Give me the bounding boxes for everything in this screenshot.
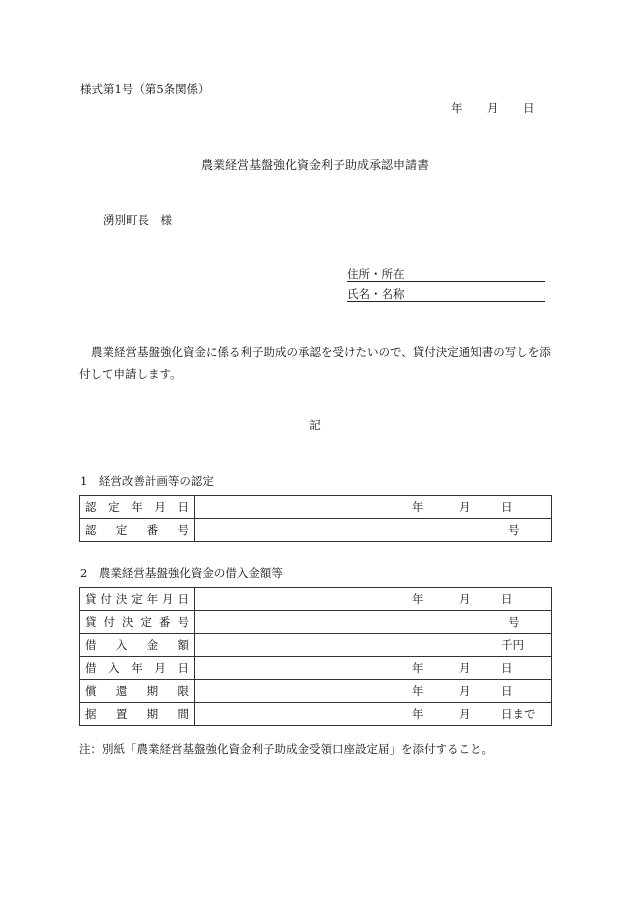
unit-label: 月	[459, 500, 471, 514]
form-row-value[interactable]	[195, 680, 552, 703]
form-row	[80, 496, 552, 519]
form-row-label	[80, 657, 195, 680]
section2-heading: 2 農業経営基盤強化資金の借入金額等	[80, 566, 283, 580]
document-title: 農業経営基盤強化資金利子助成承認申請書	[200, 158, 429, 172]
form-row-label	[80, 519, 195, 542]
date-month-unit: 月	[487, 101, 499, 115]
label-char: 決	[122, 615, 134, 629]
label-char: 定	[115, 523, 128, 537]
form-row-label	[80, 703, 195, 726]
label-char: 年	[131, 500, 143, 514]
label-char: 月	[154, 500, 166, 514]
label-char: 限	[177, 684, 189, 698]
unit-label: 月	[459, 592, 471, 606]
label-char: 番	[146, 523, 159, 537]
unit-label: 年	[412, 500, 424, 514]
label-char: 付	[100, 592, 112, 606]
label-char: 定	[140, 615, 152, 629]
label-char: 入	[108, 661, 120, 675]
label-char: 日	[177, 500, 189, 514]
form-row	[80, 634, 552, 657]
form-row	[80, 588, 552, 611]
label-char: 金	[146, 638, 159, 652]
unit-label: 月	[459, 684, 471, 698]
label-char: 据	[85, 707, 97, 721]
body-text: 農業経営基盤強化資金に係る利子助成の承認を受けたいので、貸付決定通知書の写しを添付して申請します。	[79, 345, 551, 381]
form-row-value[interactable]	[195, 703, 552, 726]
form-row-value[interactable]	[195, 496, 552, 519]
label-char: 入	[115, 638, 128, 652]
date-day-unit: 日	[523, 101, 535, 115]
form-row-label	[80, 634, 195, 657]
unit-label: 年	[412, 684, 424, 698]
address-label: 住所・所在	[347, 267, 405, 281]
form-row	[80, 657, 552, 680]
label-char: 決	[115, 592, 128, 606]
label-char: 月	[162, 592, 174, 606]
unit-label: 日	[501, 500, 513, 514]
label-char: 日	[177, 592, 189, 606]
label-char: 付	[103, 615, 115, 629]
unit-label: 日まで	[501, 707, 536, 721]
label-char: 年	[131, 661, 143, 675]
form-row-value[interactable]	[195, 519, 552, 542]
label-char: 還	[115, 684, 128, 698]
unit-label: 日	[501, 684, 513, 698]
label-char: 償	[85, 684, 97, 698]
form-row-value[interactable]	[195, 611, 552, 634]
form-row-value[interactable]	[195, 657, 552, 680]
form-row-label	[80, 680, 195, 703]
label-char: 定	[131, 592, 143, 606]
ki-heading: 記	[309, 418, 321, 432]
label-char: 期	[146, 707, 159, 721]
label-char: 置	[115, 707, 128, 721]
label-char: 借	[85, 661, 97, 675]
unit-label: 号	[508, 615, 520, 629]
label-char: 貸	[85, 615, 97, 629]
unit-label: 年	[412, 592, 424, 606]
form-row-label	[80, 611, 195, 634]
form-row	[80, 680, 552, 703]
label-char: 日	[177, 661, 189, 675]
name-label: 氏名・名称	[347, 287, 405, 301]
form-row	[80, 611, 552, 634]
date-year-unit: 年	[451, 101, 463, 115]
address-field[interactable]	[347, 266, 545, 282]
note: 注：別紙「農業経営基盤強化資金利子助成金受領口座設定届」を添付すること。	[79, 742, 493, 756]
unit-label: 年	[412, 707, 424, 721]
label-char: 月	[154, 661, 166, 675]
label-char: 号	[177, 523, 189, 537]
label-char: 期	[146, 684, 159, 698]
section1-heading: 1 経営改善計画等の認定	[80, 474, 214, 488]
label-char: 認	[85, 500, 97, 514]
form-row-value[interactable]	[195, 588, 552, 611]
unit-label: 千円	[501, 638, 524, 652]
unit-label: 月	[459, 661, 471, 675]
label-char: 間	[177, 707, 189, 721]
unit-label: 月	[459, 707, 471, 721]
unit-label: 号	[508, 523, 520, 537]
form-row-label	[80, 496, 195, 519]
form-number: 様式第1号（第5条関係）	[80, 82, 210, 96]
unit-label: 日	[501, 592, 513, 606]
label-char: 定	[108, 500, 120, 514]
section1-table	[79, 495, 552, 542]
section2-table	[79, 587, 552, 726]
label-char: 番	[159, 615, 171, 629]
label-char: 額	[177, 638, 189, 652]
unit-label: 年	[412, 661, 424, 675]
label-char: 年	[146, 592, 159, 606]
addressee: 湧別町長 様	[103, 213, 172, 227]
label-char: 借	[85, 638, 97, 652]
label-char: 貸	[85, 592, 97, 606]
label-char: 号	[177, 615, 189, 629]
label-char: 認	[85, 523, 97, 537]
name-field[interactable]	[347, 286, 545, 302]
form-row-value[interactable]	[195, 634, 552, 657]
form-row-label	[80, 588, 195, 611]
form-row	[80, 519, 552, 542]
form-row	[80, 703, 552, 726]
unit-label: 日	[501, 661, 513, 675]
